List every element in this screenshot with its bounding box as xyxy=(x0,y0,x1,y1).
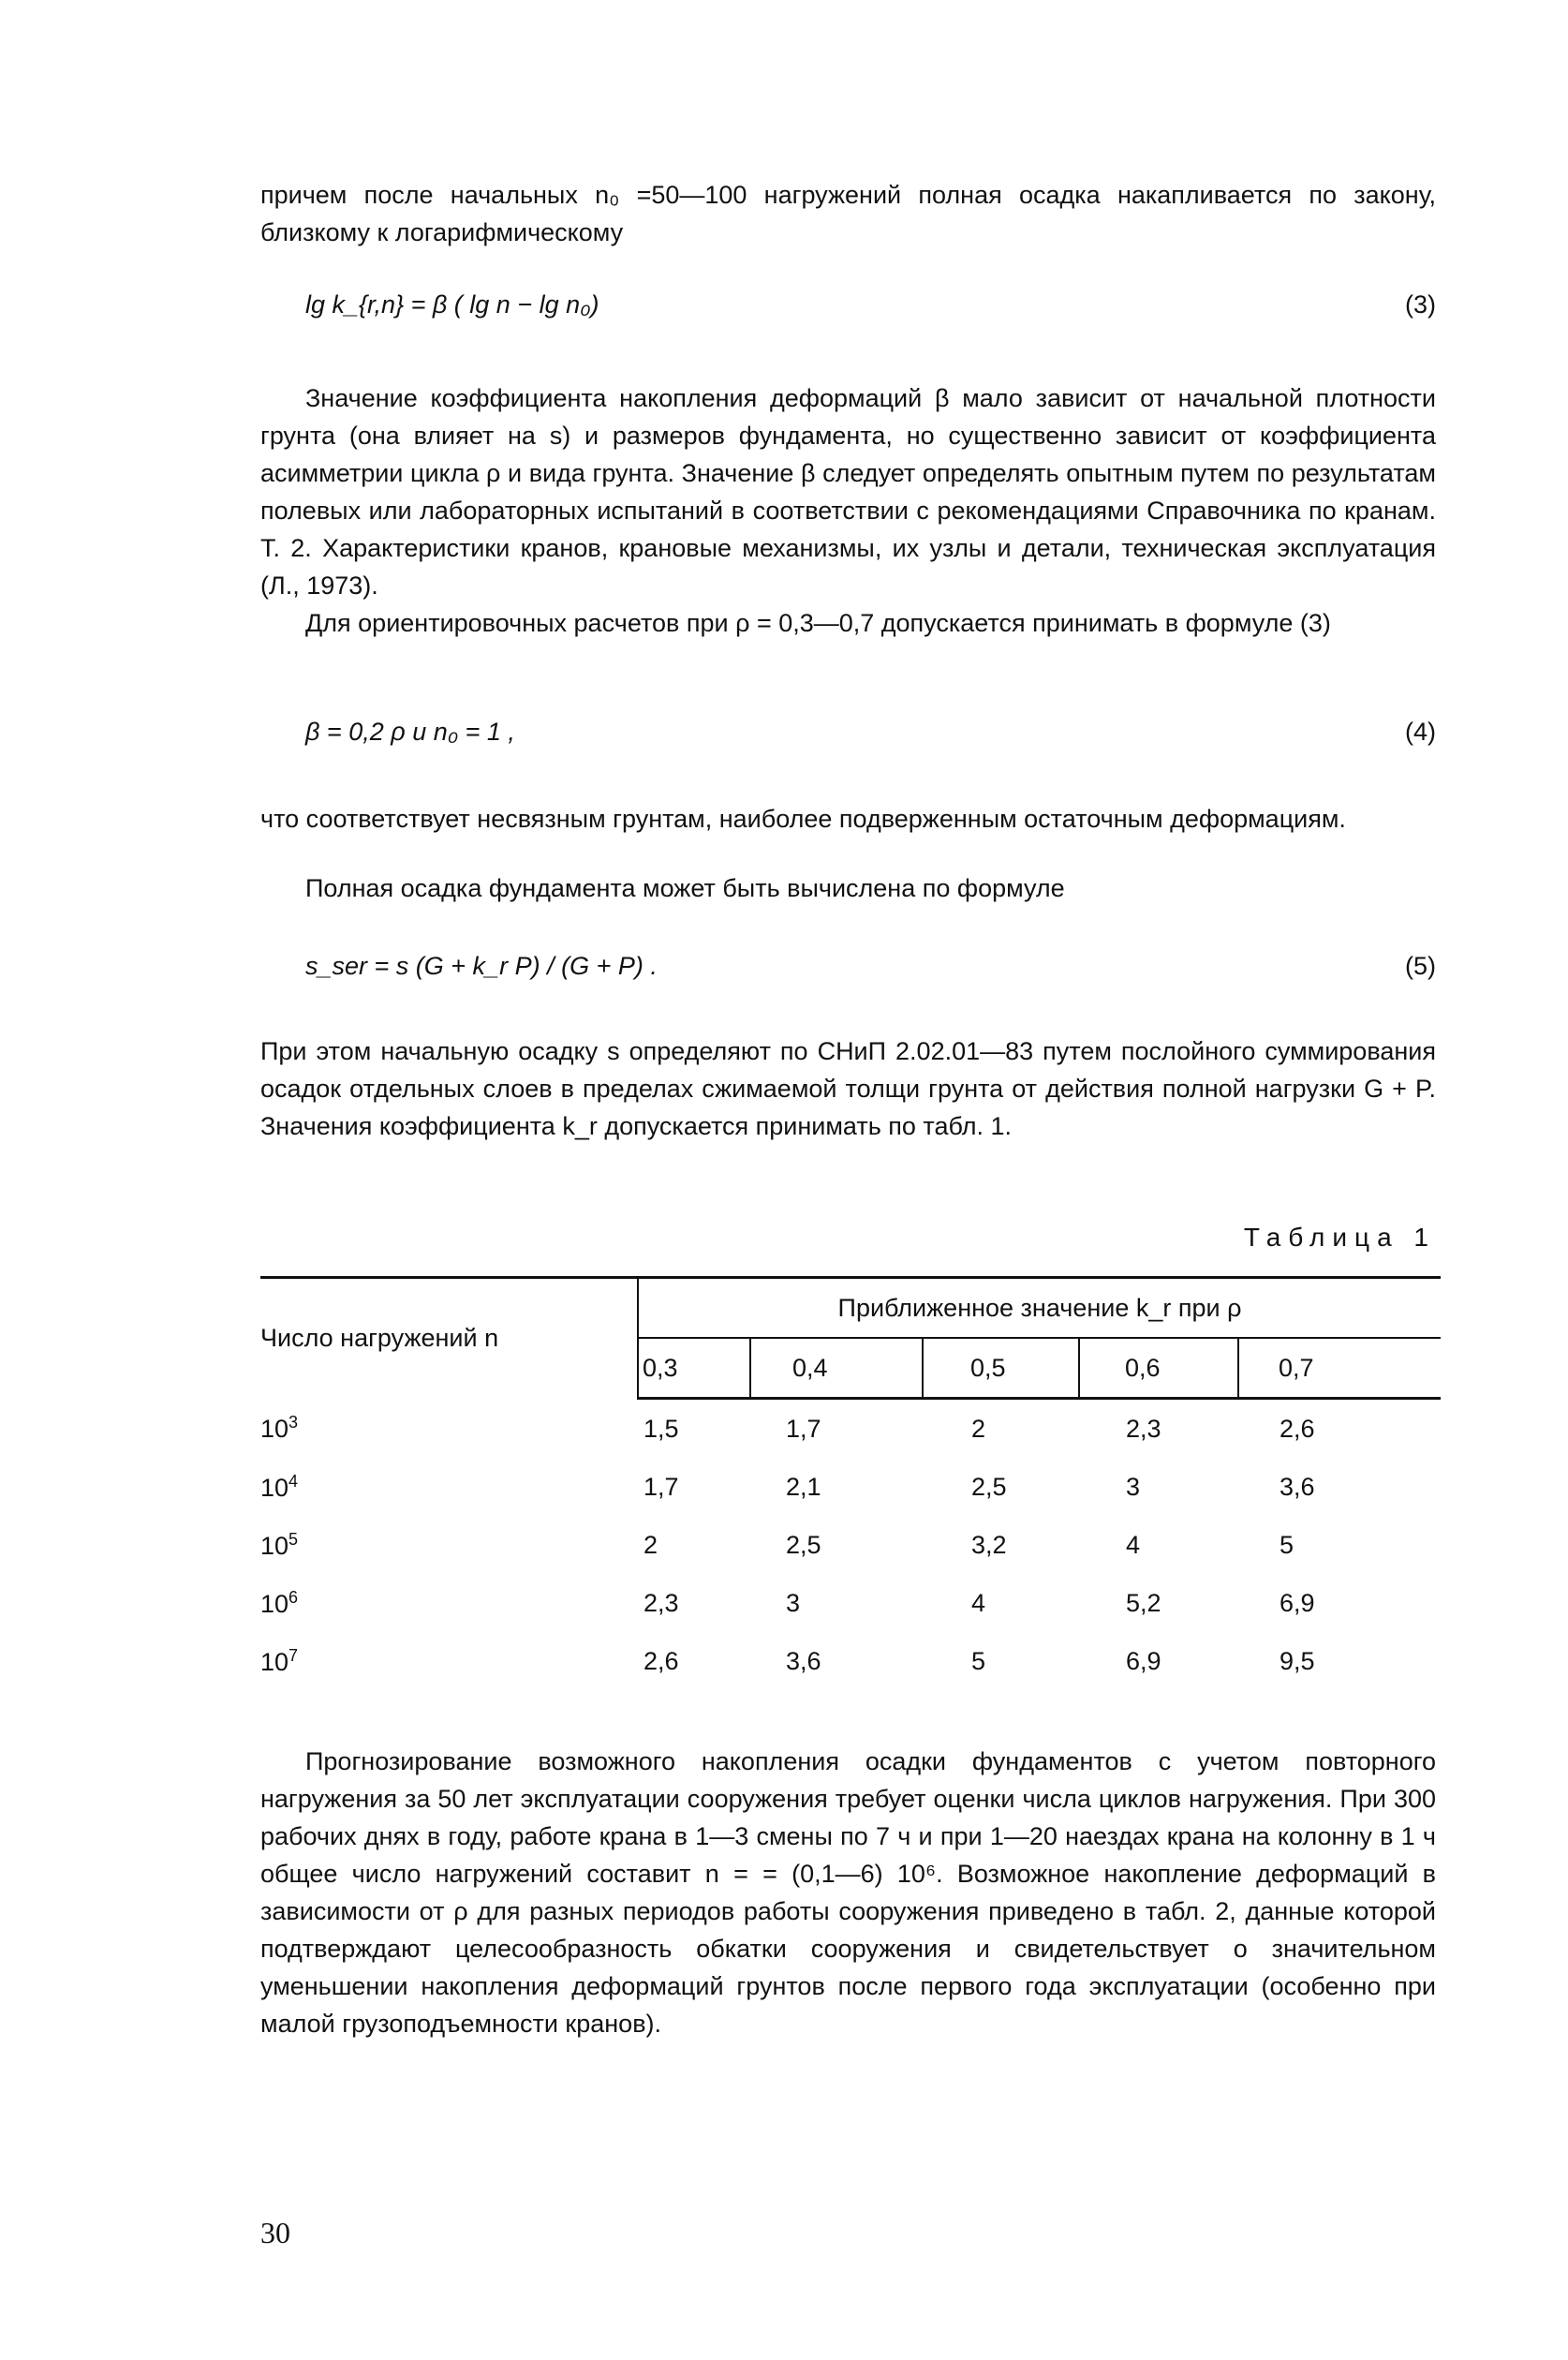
value-cell: 9,5 xyxy=(1280,1646,1315,1675)
value-cell: 6,9 xyxy=(1280,1588,1315,1617)
value-cell: 2,5 xyxy=(971,1472,1007,1501)
value-cell: 2,3 xyxy=(643,1588,679,1617)
n-cell: $10^6$ xyxy=(260,1587,299,1618)
value-cell: 4 xyxy=(971,1588,986,1617)
value-cell: 5,2 xyxy=(1126,1588,1161,1617)
table-row xyxy=(260,1399,1441,1459)
rho-header-value: 0,5 xyxy=(970,1353,1006,1382)
paragraph-forecast: Прогнозирование возможного накопления осадки фундаментов с учетом повторного нагружения за 50 лет эксплуатации сооружения требует оценки числа циклов нагружения. При 300 рабочих днях в году, работе крана в 1—3 смены по 7 ч и при 1—20 наездах крана на колонну в 1 ч общее число нагружений составит n = = (0,1—6) 10⁶. Возможное накопление деформаций в зависимости от ρ для разных периодов работы сооружения приведено в табл. 2, данные которой подтверждают целесообразность обкатки сооружения и свидетельствует о значительном уменьшении накопления деформаций грунтов после первого года эксплуатации (особенно при малой грузоподъемности кранов). xyxy=(260,1747,1436,2038)
value-cell: 3 xyxy=(1126,1472,1141,1501)
paragraph-approximate-calculations: Для ориентировочных расчетов при ρ = 0,3—0,7 допускается принимать в формуле (3) xyxy=(305,609,1331,637)
rho-header-value: 0,4 xyxy=(792,1353,828,1382)
value-cell: 2,6 xyxy=(1280,1414,1315,1443)
formula-5 xyxy=(260,952,1436,993)
paragraph-full-settlement: Полная осадка фундамента может быть вычислена по формуле xyxy=(305,874,1065,902)
value-cell: 1,7 xyxy=(643,1472,679,1501)
value-cell: 5 xyxy=(1280,1530,1294,1559)
coefficient-table xyxy=(260,1276,1441,1690)
value-cell: 6,9 xyxy=(1126,1646,1161,1675)
table-header-kr: Приближенное значение k_r при ρ xyxy=(638,1278,1441,1339)
n-cell: $10^5$ xyxy=(260,1529,299,1560)
formula-3 xyxy=(260,290,1436,332)
value-cell: 2,1 xyxy=(786,1472,821,1501)
formula-3-expression: lg k_{r,n} = β ( lg n − lg n₀) xyxy=(305,290,599,319)
paragraph-intro: причем после начальных n₀ =50—100 нагружений полная осадка накапливается по закону, близкому к логарифмическому xyxy=(260,181,1436,246)
table-row xyxy=(260,1516,1441,1574)
rho-header-value: 0,7 xyxy=(1279,1353,1314,1382)
n-cell: $10^4$ xyxy=(260,1471,299,1502)
table-row xyxy=(260,1574,1441,1632)
value-cell: 2,3 xyxy=(1126,1414,1161,1443)
value-cell: 2 xyxy=(971,1414,986,1443)
value-cell: 5 xyxy=(971,1646,986,1675)
page-number: 30 xyxy=(260,2216,290,2249)
rho-header-cell xyxy=(1238,1338,1441,1399)
rho-header-cell xyxy=(638,1338,750,1399)
formula-4 xyxy=(260,718,1436,759)
value-cell: 2 xyxy=(643,1530,658,1559)
paragraph-beta-coefficient: Значение коэффициента накопления деформаций β мало зависит от начальной плотности грунта (она влияет на s) и размеров фундамента, но существенно зависит от коэффициента асимметрии цикла ρ и вида грунта. Значение β следует определять опытным путем по результатам полевых или лабораторных испытаний в соответствии с рекомендациями Справочника по кранам. Т. 2. Характеристики кранов, крановые механизмы, их узлы и детали, техническая эксплуатация (Л., 1973). xyxy=(260,384,1436,600)
value-cell: 2,5 xyxy=(786,1530,821,1559)
table-row xyxy=(260,1632,1441,1690)
formula-5-expression: s_ser = s (G + k_r P) / (G + P) . xyxy=(305,952,658,980)
value-cell: 3,2 xyxy=(971,1530,1007,1559)
rho-header-cell xyxy=(750,1338,923,1399)
value-cell: 1,7 xyxy=(786,1414,821,1443)
value-cell: 2,6 xyxy=(643,1646,679,1675)
rho-header-value: 0,6 xyxy=(1125,1353,1161,1382)
value-cell: 3 xyxy=(786,1588,801,1617)
table-header-n: Число нагружений n xyxy=(260,1278,638,1399)
rho-header-cell xyxy=(1079,1338,1238,1399)
paragraph-initial-settlement: При этом начальную осадку s определяют по СНиП 2.02.01—83 путем послойного суммирования осадок отдельных слоев в пределах сжимаемой толщи грунта от действия полной нагрузки G + P. Значения коэффициента k_r допускается принимать по табл. 1. xyxy=(260,1037,1436,1140)
value-cell: 1,5 xyxy=(643,1414,679,1443)
value-cell: 3,6 xyxy=(786,1646,821,1675)
table-caption: Таблица 1 xyxy=(1243,1223,1436,1252)
formula-5-number: (5) xyxy=(1405,952,1436,980)
n-cell: $10^3$ xyxy=(260,1412,299,1443)
paragraph-soils: что соответствует несвязным грунтам, наиболее подверженным остаточным деформациям. xyxy=(260,805,1346,833)
value-cell: 4 xyxy=(1126,1530,1141,1559)
table-row xyxy=(260,1458,1441,1516)
formula-4-number: (4) xyxy=(1405,718,1436,746)
formula-4-expression: β = 0,2 ρ и n₀ = 1 , xyxy=(305,718,515,746)
value-cell: 3,6 xyxy=(1280,1472,1315,1501)
n-cell: $10^7$ xyxy=(260,1645,299,1676)
rho-header-cell xyxy=(923,1338,1079,1399)
rho-header-value: 0,3 xyxy=(643,1353,678,1382)
formula-3-number: (3) xyxy=(1405,290,1436,319)
